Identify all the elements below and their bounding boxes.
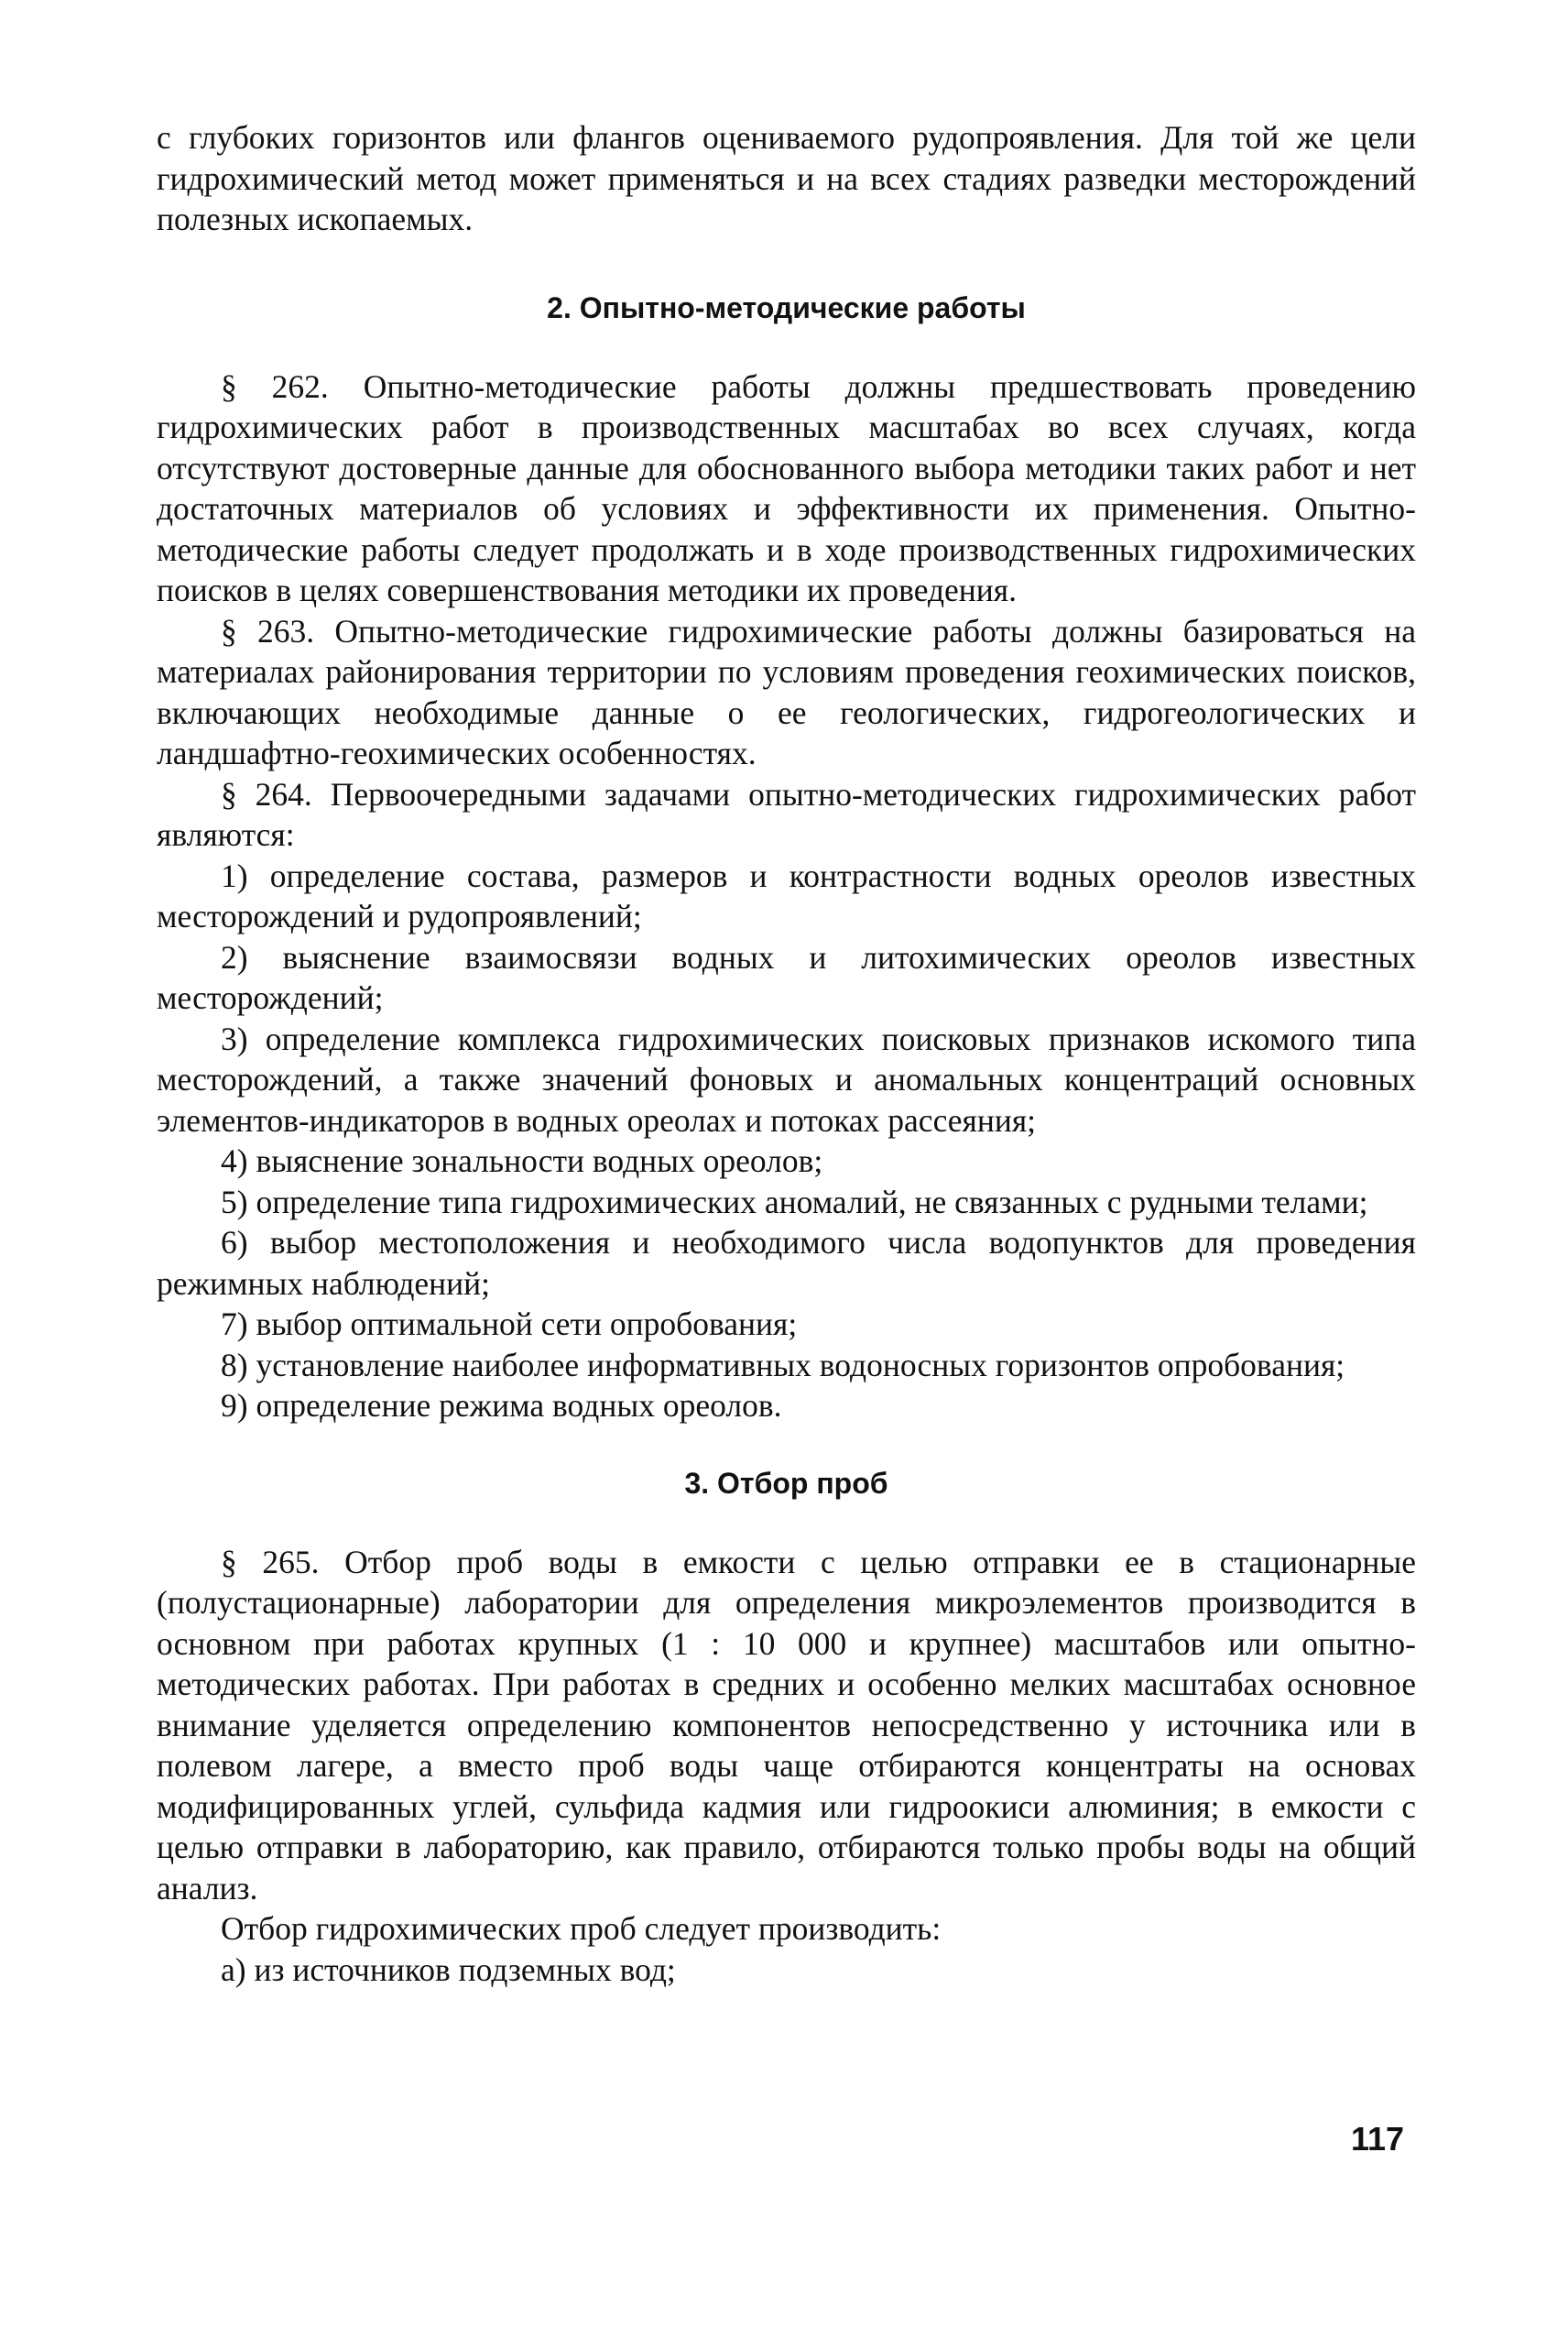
list-item: 9) определение режима водных ореолов. xyxy=(221,1387,782,1424)
list-item: 4) выяснение зональности водных ореолов; xyxy=(221,1142,823,1179)
page-content xyxy=(157,117,1416,2298)
section-heading-3: 3. Отбор проб xyxy=(684,1466,888,1500)
list-item: 1) определение состава, размеров и контрастности водных ореолов известных месторождений и рудопроявлений; xyxy=(157,857,1416,934)
paragraph-264: § 264. Первоочередными задачами опытно-методических гидрохимических работ являются: xyxy=(157,775,1416,853)
list-item: 3) определение комплекса гидрохимических поисковых признаков искомого типа месторождений, а также значений фоновых и аномальных концентраций основных элементов-индикаторов в водных ореолах и потоках рассеяния; xyxy=(157,1020,1416,1139)
list-item-a: а) из источников подземных вод; xyxy=(221,1950,676,1988)
paragraph-263: § 263. Опытно-методические гидрохимические работы должны базироваться на материалах районирования территории по условиям проведения геохимических поисков, включающих необходимые данные о ее геологических, гидрогеологических и ландшафтно-геохимических особенностях. xyxy=(157,612,1416,771)
paragraph-sampling: Отбор гидрохимических проб следует производить: xyxy=(221,1910,942,1947)
paragraph-262: § 262. Опытно-методические работы должны предшествовать проведению гидрохимических работ в производственных масштабах во всех случаях, когда отсутствуют достоверные данные для обоснованного выбора методики таких работ и нет достаточных материалов об условиях и эффективности их применения. Опытно-методические работы следует продолжать и в ходе производственных гидрохимических поисков в целях совершенствования методики их проведения. xyxy=(157,367,1416,608)
task-list xyxy=(157,856,1416,1426)
page-number: 117 xyxy=(1351,2120,1405,2158)
list-item: 7) выбор оптимальной сети опробования; xyxy=(221,1306,798,1342)
section-heading-2: 2. Опытно-методические работы xyxy=(547,290,1026,324)
intro-paragraph: с глубоких горизонтов или флангов оцениваемого рудопроявления. Для той же цели гидрохимический метод может применяться и на всех стадиях разведки месторождений полезных ископаемых. xyxy=(157,119,1416,237)
list-item: 6) выбор местоположения и необходимого числа водопунктов для проведения режимных наблюдений; xyxy=(157,1224,1416,1302)
list-item: 5) определение типа гидрохимических аномалий, не связанных с рудными телами; xyxy=(221,1183,1368,1220)
list-item: 2) выяснение взаимосвязи водных и литохимических ореолов известных месторождений; xyxy=(157,938,1416,1016)
paragraph-265: § 265. Отбор проб воды в емкости с целью отправки ее в стационарные (полустационарные) лаборатории для определения микроэлементов производится в основном при работах крупных (1 : 10 000 и крупнее) масштабов или опытно-методических работах. При работах в средних и особенно мелких масштабах основное внимание уделяется определению компонентов непосредственно у источника или в полевом лагере, а вместо проб воды чаще отбираются концентраты на основах модифицированных углей, сульфида кадмия или гидроокиси алюминия; в емкости с целью отправки в лабораторию, как правило, отбираются только пробы воды на общий анализ. xyxy=(157,1543,1416,1906)
list-item: 8) установление наиболее информативных водоносных горизонтов опробования; xyxy=(221,1346,1345,1383)
